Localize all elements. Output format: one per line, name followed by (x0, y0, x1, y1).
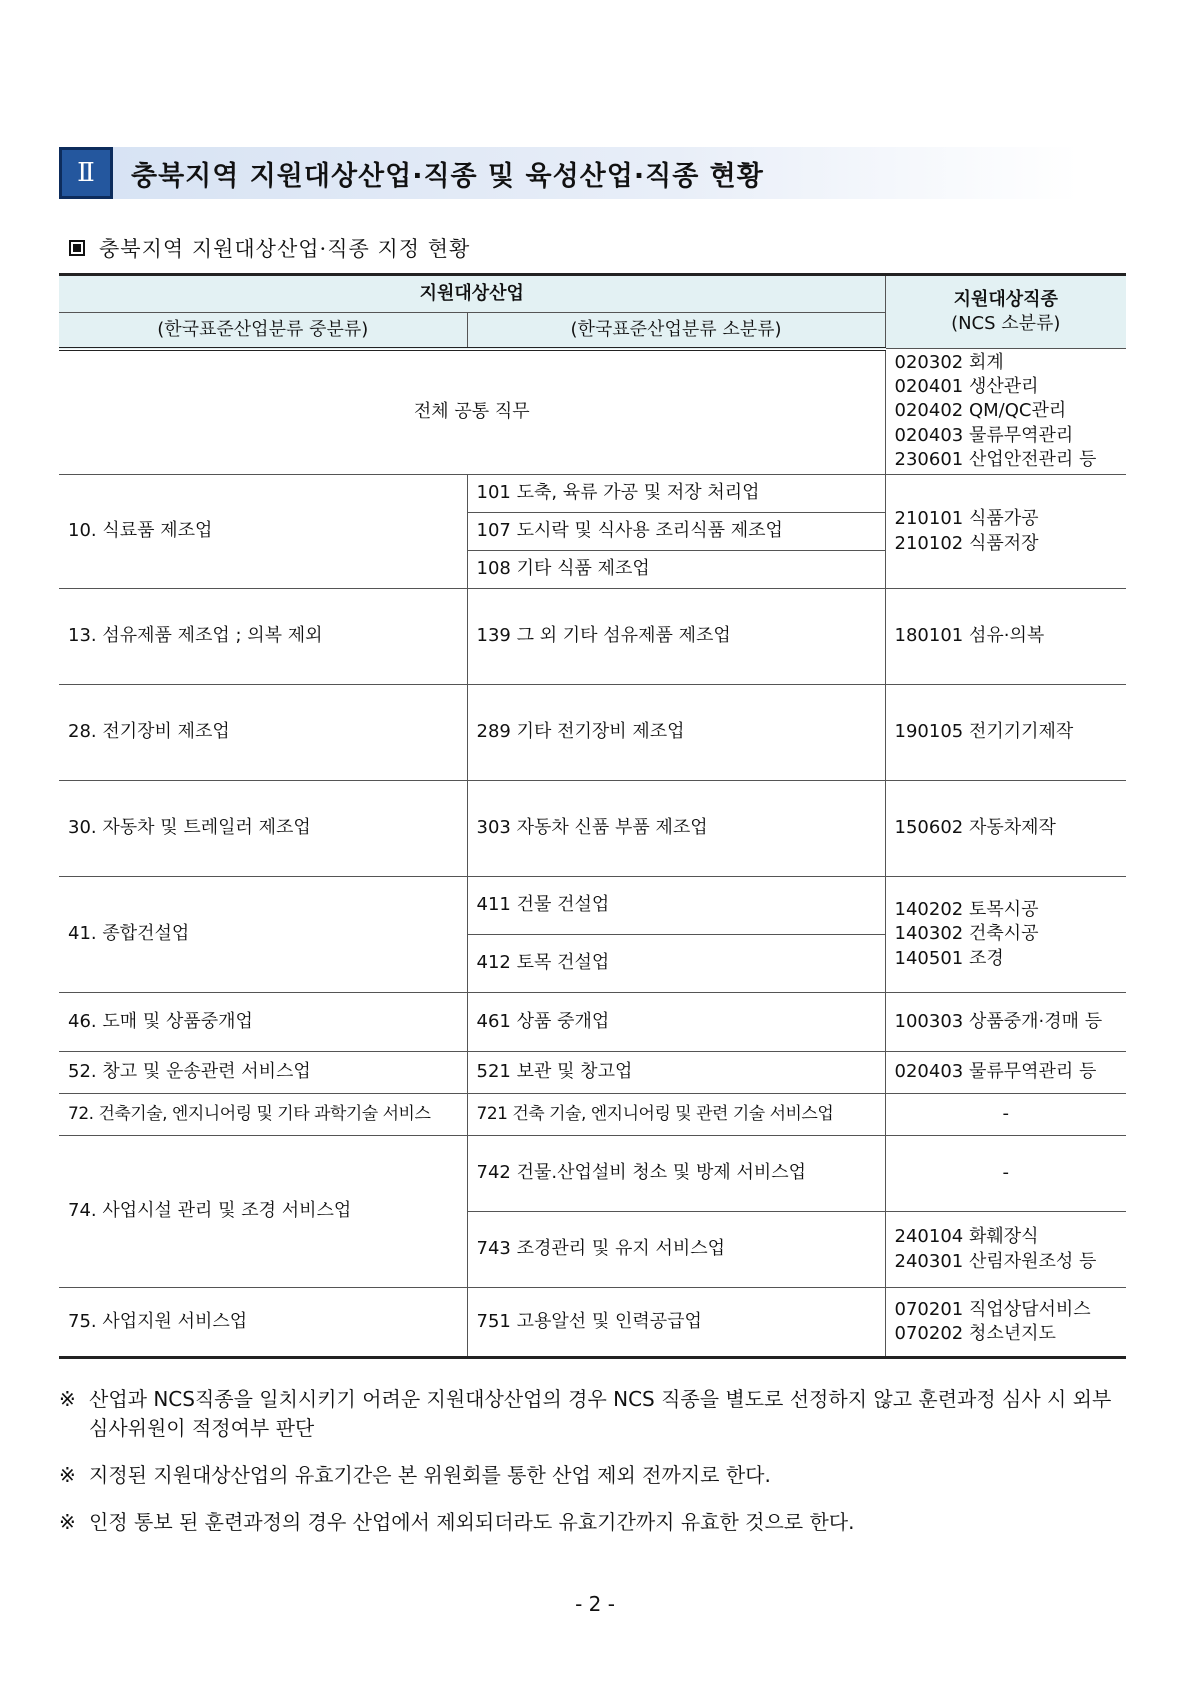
job-item: 020403 물류무역관리 (894, 424, 1074, 446)
small-class-cell: 751 고용알선 및 인력공급업 (467, 1288, 885, 1358)
page-number: - 2 - (575, 1592, 615, 1616)
table-subtitle (69, 233, 470, 263)
job-cell: 020403 물류무역관리 등 (885, 1052, 1126, 1094)
section-title: 충북지역 지원대상산업·직종 및 육성산업·직종 현황 (131, 160, 764, 192)
note-item (59, 1461, 1126, 1490)
job-cell: 150602 자동차제작 (885, 781, 1126, 877)
job-cell (885, 1212, 1126, 1288)
small-class-cell: 101 도축, 육류 가공 및 저장 처리업 (467, 475, 885, 513)
header-mid-class: (한국표준산업분류 중분류) (59, 313, 467, 349)
section-number: Ⅱ (59, 147, 113, 199)
small-class-cell: 521 보관 및 창고업 (467, 1052, 885, 1094)
industry-table (59, 273, 1126, 1359)
reference-mark: ※ (59, 1387, 76, 1411)
job-cell (885, 1288, 1126, 1358)
note-text: 지정된 지원대상산업의 유효기간은 본 위원회를 통한 산업 제외 전까지로 한다. (89, 1463, 771, 1487)
reference-mark: ※ (59, 1463, 76, 1487)
job-item: 020401 생산관리 (894, 376, 1039, 398)
job-cell: 190105 전기기기제작 (885, 685, 1126, 781)
job-item: 240301 산림자원조성 등 (894, 1250, 1097, 1272)
note-item (59, 1385, 1126, 1443)
job-item: 140202 토목시공 (894, 899, 1039, 921)
job-item: 210101 식품가공 (894, 508, 1039, 530)
job-item: 070202 청소년지도 (894, 1323, 1056, 1344)
note-text: 인정 통보 된 훈련과정의 경우 산업에서 제외되더라도 유효기간까지 유효한 것으로 한다. (89, 1510, 855, 1534)
common-duty: 전체 공통 직무 (59, 349, 885, 475)
mid-class-cell: 52. 창고 및 운송관련 서비스업 (59, 1052, 467, 1094)
note-text: 산업과 NCS직종을 일치시키기 어려운 지원대상산업의 경우 NCS 직종을 별도로 선정하지 않고 훈련과정 심사 시 외부심사위원이 적정여부 판단 (89, 1387, 1112, 1440)
job-item: 070201 직업상담서비스 (894, 1298, 1091, 1320)
small-class-cell: 742 건물.산업설비 청소 및 방제 서비스업 (467, 1136, 885, 1212)
mid-class-cell: 13. 섬유제품 제조업 ; 의복 제외 (59, 589, 467, 685)
header-job-sub: (NCS 소분류) (951, 313, 1061, 334)
common-jobs (885, 349, 1126, 475)
small-class-cell: 289 기타 전기장비 제조업 (467, 685, 885, 781)
job-cell (885, 877, 1126, 993)
job-cell: - (885, 1094, 1126, 1136)
small-class-cell: 412 토목 건설업 (467, 935, 885, 993)
notes (59, 1385, 1126, 1555)
mid-class-cell: 41. 종합건설업 (59, 877, 467, 993)
job-item: 140501 조경 (894, 947, 1004, 969)
small-class-cell: 721 건축 기술, 엔지니어링 및 관련 기술 서비스업 (467, 1094, 885, 1136)
mid-class-cell: 28. 전기장비 제조업 (59, 685, 467, 781)
square-bullet-icon (69, 240, 85, 256)
small-class-cell: 139 그 외 기타 섬유제품 제조업 (467, 589, 885, 685)
job-item: 020302 회계 (894, 351, 1004, 373)
small-class-cell: 461 상품 중개업 (467, 993, 885, 1052)
header-job-title: 지원대상직종 (953, 288, 1058, 310)
header-job (885, 275, 1126, 349)
job-cell: 100303 상품중개·경매 등 (885, 993, 1126, 1052)
mid-class-cell: 74. 사업시설 관리 및 조경 서비스업 (59, 1136, 467, 1288)
job-cell: 180101 섬유·의복 (885, 589, 1126, 685)
small-class-cell: 107 도시락 및 식사용 조리식품 제조업 (467, 513, 885, 551)
small-class-cell: 108 기타 식품 제조업 (467, 551, 885, 589)
reference-mark: ※ (59, 1510, 76, 1534)
header-industry: 지원대상산업 (59, 275, 885, 313)
small-class-cell: 303 자동차 신품 부품 제조업 (467, 781, 885, 877)
mid-class-cell: 30. 자동차 및 트레일러 제조업 (59, 781, 467, 877)
mid-class-cell: 46. 도매 및 상품중개업 (59, 993, 467, 1052)
mid-class-cell: 72. 건축기술, 엔지니어링 및 기타 과학기술 서비스 (59, 1094, 467, 1136)
subtitle-text: 충북지역 지원대상산업·직종 지정 현황 (99, 237, 471, 261)
job-item: 230601 산업안전관리 등 (894, 448, 1097, 470)
job-cell (885, 475, 1126, 589)
small-class-cell: 411 건물 건설업 (467, 877, 885, 935)
section-header (59, 147, 1079, 199)
job-item: 020402 QM/QC관리 (894, 400, 1067, 422)
job-item: 210102 식품저장 (894, 532, 1039, 554)
job-item: 140302 건축시공 (894, 923, 1039, 945)
job-cell: - (885, 1136, 1126, 1212)
header-small-class: (한국표준산업분류 소분류) (467, 313, 885, 349)
mid-class-cell: 10. 식료품 제조업 (59, 475, 467, 589)
mid-class-cell: 75. 사업지원 서비스업 (59, 1288, 467, 1358)
job-item: 240104 화훼장식 (894, 1226, 1039, 1248)
small-class-cell: 743 조경관리 및 유지 서비스업 (467, 1212, 885, 1288)
note-item (59, 1508, 1126, 1537)
